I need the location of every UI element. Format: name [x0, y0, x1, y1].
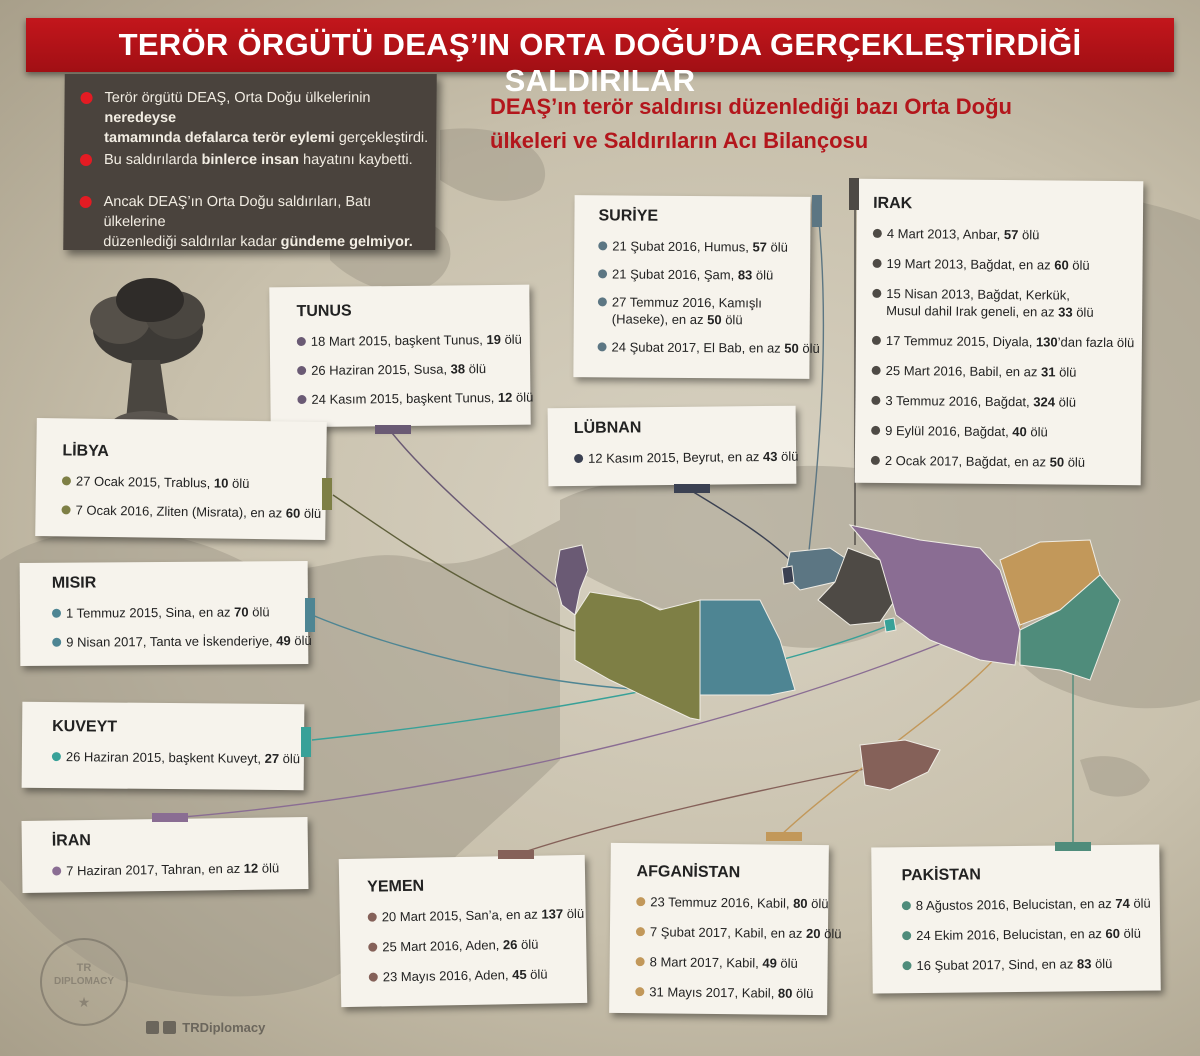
bullet-dot-icon: [636, 897, 645, 906]
attack-entry: 16 Şubat 2017, Sind, en az 83 ölü: [916, 955, 1112, 974]
intro-bold-text: tamamında defalarca terör eylemi: [104, 130, 335, 146]
bullet-dot-icon: [873, 259, 882, 268]
card-libya: [35, 418, 327, 540]
bullet-dot-icon: [636, 927, 645, 936]
intro-text: Terör örgütü DEAŞ, Orta Doğu ülkelerinin: [104, 90, 371, 106]
attack-entry: 17 Temmuz 2015, Diyala, 130’dan fazla ölü: [886, 332, 1135, 351]
bullet-dot-icon: [52, 609, 61, 618]
bullet-dot-icon: [635, 987, 644, 996]
bullet-dot-icon: [598, 297, 607, 306]
country-name: LÜBNAN: [573, 419, 642, 438]
attack-entry: (Haseke), en az 50 ölü: [611, 311, 743, 328]
country-name: IRAK: [873, 194, 913, 213]
tab-yemen: [498, 850, 534, 859]
bullet-dot-icon: [61, 505, 70, 514]
card-afganistan: [609, 843, 842, 1015]
bullet-dot-icon: [297, 337, 306, 346]
subtitle-line-1: DEAŞ’ın terör saldırısı düzenlediği bazı Orta Doğu: [490, 94, 1012, 119]
attack-entry: 25 Mart 2016, Aden, 26 ölü: [382, 936, 538, 956]
red-bullet-icon: [81, 92, 93, 104]
country-name: MISIR: [51, 574, 97, 592]
tab-libya: [322, 478, 332, 510]
intro-text: hayatını kaybetti.: [298, 152, 413, 168]
bullet-dot-icon: [52, 866, 61, 875]
bullet-dot-icon: [872, 289, 881, 298]
bullet-dot-icon: [902, 961, 911, 970]
subtitle-line-2: ülkeleri ve Saldırıların Acı Bilançosu: [490, 128, 869, 153]
attack-entry: 23 Mayıs 2016, Aden, 45 ölü: [383, 966, 548, 986]
tab-suriye: [812, 195, 822, 227]
attack-entry: 7 Ocak 2016, Zliten (Misrata), en az 60 ölü: [75, 502, 321, 522]
country-name: SURİYE: [598, 207, 659, 225]
tab-irak: [849, 178, 859, 210]
bullet-dot-icon: [873, 229, 882, 238]
card-iran: [22, 817, 309, 893]
tab-iran: [152, 813, 188, 822]
bullet-dot-icon: [297, 366, 306, 375]
country-name: AFGANİSTAN: [636, 863, 741, 882]
bullet-dot-icon: [574, 454, 583, 463]
explosion-smoke-illustration: [90, 278, 205, 439]
intro-text: Ancak DEAŞ’ın Orta Doğu saldırıları, Batı ülkelerine: [103, 194, 372, 230]
country-name: LİBYA: [62, 442, 110, 460]
attack-entry: 7 Şubat 2017, Kabil, en az 20 ölü: [650, 923, 842, 942]
bullet-dot-icon: [368, 913, 377, 922]
red-bullet-icon: [80, 154, 92, 166]
connector-yemen: [515, 768, 870, 855]
bullet-dot-icon: [52, 752, 61, 761]
bullet-dot-icon: [369, 972, 378, 981]
bullet-dot-icon: [52, 638, 61, 647]
attack-entry: 23 Temmuz 2016, Kabil, 80 ölü: [650, 893, 828, 912]
attack-entry: 4 Mart 2013, Anbar, 57 ölü: [887, 225, 1040, 243]
attack-entry: 8 Ağustos 2016, Belucistan, en az 74 ölü: [916, 895, 1151, 914]
tab-kuveyt: [301, 727, 311, 757]
page-title: TERÖR ÖRGÜTÜ DEAŞ’IN ORTA DOĞU’DA GERÇEKLEŞTİRDİĞİ SALDIRILAR: [118, 27, 1082, 98]
card-tunus: [269, 285, 534, 428]
bullet-dot-icon: [598, 342, 607, 351]
attack-entry: 15 Nisan 2013, Bağdat, Kerkük,: [886, 285, 1070, 304]
intro-bullet-1: [104, 88, 437, 148]
attack-entry: 1 Temmuz 2015, Sina, en az 70 ölü: [66, 603, 270, 621]
tab-afganistan: [766, 832, 802, 841]
country-name: PAKİSTAN: [901, 866, 982, 885]
attack-entry: 27 Ocak 2015, Trablus, 10 ölü: [76, 473, 250, 492]
attack-entry: 18 Mart 2015, başkent Tunus, 19 ölü: [311, 331, 522, 350]
bullet-dot-icon: [871, 426, 880, 435]
attack-entry: 8 Mart 2017, Kabil, 49 ölü: [650, 953, 798, 972]
attack-entry: 31 Mayıs 2017, Kabil, 80 ölü: [649, 983, 813, 1002]
attack-entry: 19 Mart 2013, Bağdat, en az 60 ölü: [887, 255, 1090, 274]
bullet-dot-icon: [598, 269, 607, 278]
attack-entry: 9 Nisan 2017, Tanta ve İskenderiye, 49 ölü: [66, 632, 312, 651]
card-yemen: [339, 855, 588, 1007]
attack-entry: 27 Temmuz 2016, Kamışlı: [612, 293, 762, 311]
tab-tunus: [375, 425, 411, 434]
bullet-dot-icon: [902, 901, 911, 910]
bullet-dot-icon: [872, 336, 881, 345]
twitter-icon: [146, 1021, 159, 1034]
attack-entry: 21 Şubat 2016, Humus, 57 ölü: [612, 237, 788, 255]
intro-text: Bu saldırılarda: [103, 152, 202, 168]
facebook-icon: [163, 1021, 176, 1034]
bullet-dot-icon: [368, 942, 377, 951]
country-name: İRAN: [51, 832, 92, 850]
shape-lubnan: [782, 566, 794, 584]
country-name: TUNUS: [296, 302, 352, 321]
tab-misir: [305, 598, 315, 632]
intro-text: düzenlediği saldırılar kadar: [103, 234, 281, 250]
bullet-dot-icon: [902, 931, 911, 940]
attack-entry: 12 Kasım 2015, Beyrut, en az 43 ölü: [588, 448, 798, 467]
bullet-dot-icon: [871, 456, 880, 465]
card-kuveyt: [22, 702, 305, 790]
attack-entry: 24 Kasım 2015, başkent Tunus, 12 ölü: [311, 389, 533, 408]
card-suriye: [573, 195, 820, 379]
intro-bullet-3: [103, 192, 436, 252]
bullet-dot-icon: [872, 366, 881, 375]
attack-entry: 2 Ocak 2017, Bağdat, en az 50 ölü: [885, 452, 1085, 471]
attack-entry: 7 Haziran 2017, Tahran, en az 12 ölü: [66, 859, 279, 879]
tab-pakistan: [1055, 842, 1091, 851]
attack-entry: 24 Şubat 2017, El Bab, en az 50 ölü: [612, 338, 820, 356]
attack-entry: 9 Eylül 2016, Bağdat, 40 ölü: [885, 422, 1048, 440]
shape-kuveyt: [884, 618, 896, 632]
intro-bold-text: neredeyse: [104, 110, 177, 126]
attack-entry: 26 Haziran 2015, başkent Kuveyt, 27 ölü: [66, 748, 300, 767]
intro-bullet-2: [104, 150, 413, 170]
seal-text: DIPLOMACY: [54, 976, 114, 987]
star-icon: ★: [77, 994, 91, 1010]
bullet-dot-icon: [62, 476, 71, 485]
bullet-dot-icon: [636, 957, 645, 966]
intro-text: gerçekleştirdi.: [334, 130, 429, 146]
attack-entry: 21 Şubat 2016, Şam, 83 ölü: [612, 265, 773, 283]
footer-social: [146, 1020, 265, 1035]
shape-yemen: [860, 740, 940, 790]
intro-bold-text: binlerce insan: [201, 152, 300, 168]
country-name: KUVEYT: [52, 718, 118, 736]
bullet-dot-icon: [297, 395, 306, 404]
country-name: YEMEN: [367, 877, 425, 896]
intro-panel: [63, 74, 437, 250]
seal-text: TR: [76, 962, 92, 974]
attack-entry: 25 Mart 2016, Babil, en az 31 ölü: [886, 362, 1077, 381]
attack-entry: 20 Mart 2015, San’a, en az 137 ölü: [382, 905, 585, 926]
card-pakistan: [871, 844, 1161, 993]
attack-entry: 3 Temmuz 2016, Bağdat, 324 ölü: [885, 392, 1076, 411]
bullet-dot-icon: [598, 241, 607, 250]
attack-entry: 24 Ekim 2016, Belucistan, en az 60 ölü: [916, 925, 1141, 944]
card-lubnan: [548, 406, 797, 487]
attack-entry: Musul dahil Irak geneli, en az 33 ölü: [886, 303, 1094, 320]
card-irak: [855, 179, 1144, 485]
intro-bold-text: gündeme gelmiyor.: [280, 234, 413, 250]
red-bullet-icon: [80, 196, 92, 208]
tab-lubnan: [674, 484, 710, 493]
card-misir: [20, 561, 312, 666]
tr-diplomacy-seal: [40, 938, 128, 1026]
bullet-dot-icon: [871, 396, 880, 405]
attack-entry: 26 Haziran 2015, Susa, 38 ölü: [311, 360, 486, 379]
footer-handle: TRDiplomacy: [182, 1020, 266, 1035]
